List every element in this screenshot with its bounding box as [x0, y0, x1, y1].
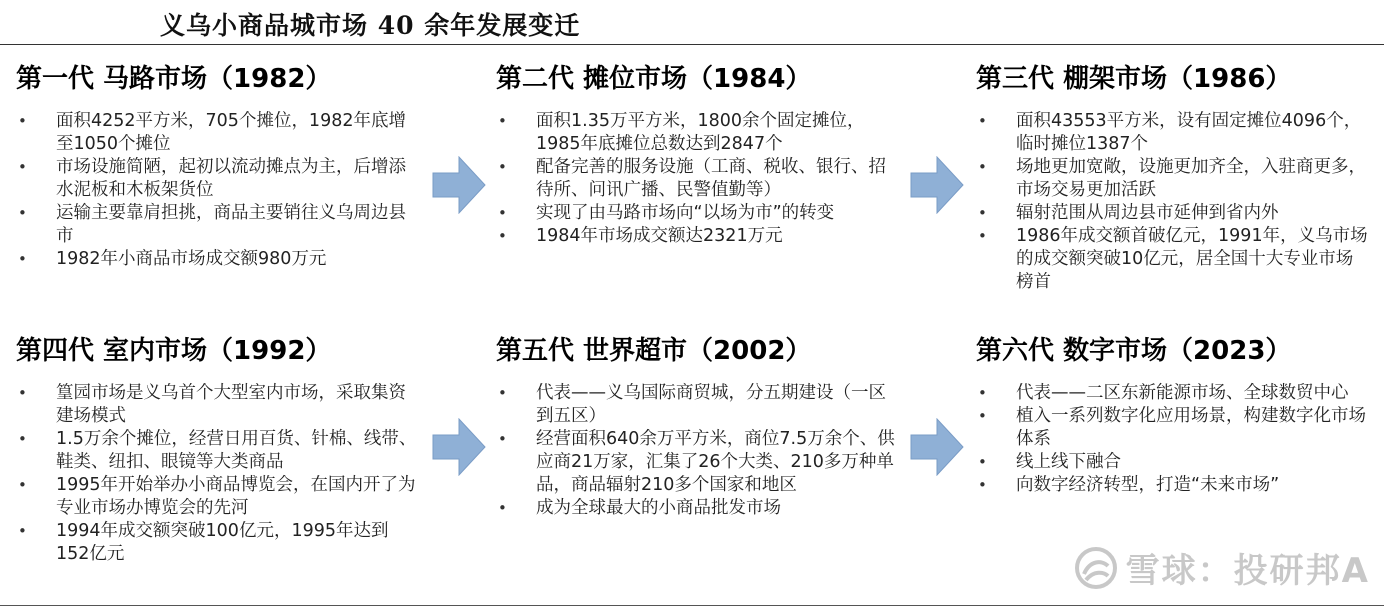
generation-title: 第五代 世界超市（2002）: [496, 336, 812, 366]
watermark: [1074, 543, 1370, 592]
generation-title: 第四代 室内市场（1992）: [16, 336, 332, 366]
generation-title: 第六代 数字市场（2023）: [976, 336, 1292, 366]
generation-panel-3: [976, 62, 1368, 294]
bullet-item: • 向数字经济转型，打造“未来市场”: [976, 474, 1368, 497]
generation-panel-4: [16, 334, 421, 566]
bullet-item: • 经营面积640余万平方米，商位7.5万余个、供应商21万家，汇集了26个大类、210多万种单品，商品辐射210多个国家和地区: [496, 428, 896, 497]
bullet-item: • 辐射范围从周边县市延伸到省内外: [976, 202, 1368, 225]
right-arrow-icon: [432, 156, 486, 214]
bullet-item: • 面积1.35万平方米，1800余个固定摊位，1985年底摊位总数达到2847个: [496, 110, 896, 156]
bullet-item: • 1995年开始举办小商品博览会，在国内开了为专业市场办博览会的先河: [16, 474, 421, 520]
bullet-item: • 1986年成交额首破亿元，1991年，义乌市场的成交额突破10亿元，居全国十大专业市场榜首: [976, 225, 1368, 294]
bullet-item: • 实现了由马路市场向“以场为市”的转变: [496, 202, 896, 225]
bullet-item: • 成为全球最大的小商品批发市场: [496, 497, 896, 520]
generation-title: 第三代 棚架市场（1986）: [976, 64, 1292, 94]
generation-title: 第一代 马路市场（1982）: [16, 64, 332, 94]
bullet-item: • 1984年市场成交额达2321万元: [496, 225, 896, 248]
bullet-item: • 配备完善的服务设施（工商、税收、银行、招待所、问讯广播、民警值勤等）: [496, 156, 896, 202]
generation-panel-6: [976, 334, 1368, 497]
bullet-item: • 面积43553平方米，设有固定摊位4096个，临时摊位1387个: [976, 110, 1368, 156]
right-arrow-icon: [910, 418, 964, 476]
bullet-list: [496, 382, 896, 520]
page-title: 义乌小商品城市场 40 余年发展变迁: [160, 11, 581, 40]
bullet-item: • 市场设施简陋，起初以流动摊点为主，后增添水泥板和木板架货位: [16, 156, 421, 202]
generation-panel-1: [16, 62, 421, 271]
right-arrow-icon: [432, 418, 486, 476]
bullet-item: • 1.5万余个摊位，经营日用百货、针棉、线带、鞋类、纽扣、眼镜等大类商品: [16, 428, 421, 474]
title-bar: [0, 0, 1384, 45]
generation-panel-5: [496, 334, 896, 520]
bullet-item: • 代表——义乌国际商贸城，分五期建设（一区到五区）: [496, 382, 896, 428]
bottom-divider: [0, 605, 1384, 606]
generation-panel-2: [496, 62, 896, 248]
bullet-list: [976, 110, 1368, 294]
bullet-item: • 植入一系列数字化应用场景，构建数字化市场体系: [976, 405, 1368, 451]
generation-title: 第二代 摊位市场（1984）: [496, 64, 812, 94]
bullet-list: [16, 110, 421, 271]
watermark-text: 雪球：投研邦A: [1125, 551, 1370, 591]
bullet-item: • 1982年小商品市场成交额980万元: [16, 248, 421, 271]
bullet-item: • 1994年成交额突破100亿元，1995年达到152亿元: [16, 520, 421, 566]
bullet-item: • 场地更加宽敞，设施更加齐全，入驻商更多，市场交易更加活跃: [976, 156, 1368, 202]
snowball-logo-icon: [1074, 546, 1118, 590]
bullet-item: • 运输主要靠肩担挑，商品主要销往义乌周边县市: [16, 202, 421, 248]
bullet-item: • 篁园市场是义乌首个大型室内市场，采取集资建场模式: [16, 382, 421, 428]
bullet-list: [976, 382, 1368, 497]
right-arrow-icon: [910, 156, 964, 214]
bullet-list: [16, 382, 421, 566]
bullet-item: • 面积4252平方米，705个摊位，1982年底增至1050个摊位: [16, 110, 421, 156]
bullet-item: • 代表——二区东新能源市场、全球数贸中心: [976, 382, 1368, 405]
bullet-item: • 线上线下融合: [976, 451, 1368, 474]
bullet-list: [496, 110, 896, 248]
